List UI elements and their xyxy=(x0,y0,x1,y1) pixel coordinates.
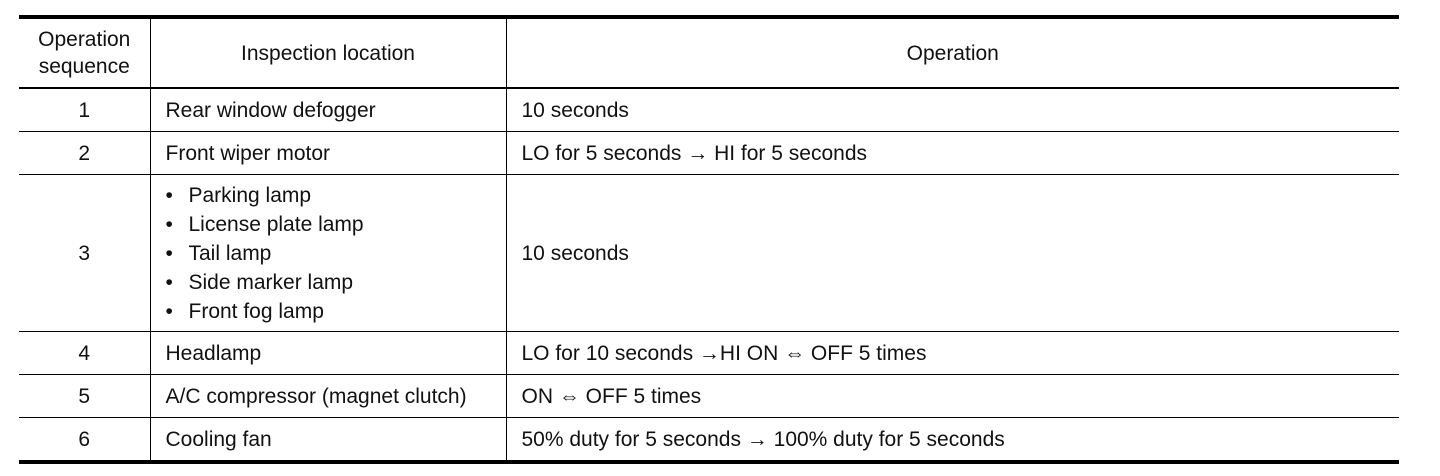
location-cell: Front wiper motor xyxy=(150,132,506,175)
list-item-label: Parking lamp xyxy=(188,183,312,207)
table-header-row xyxy=(19,17,1399,88)
list-item-label: Front fog lamp xyxy=(188,299,324,323)
bullet-icon: • xyxy=(165,270,173,294)
bullet-icon: • xyxy=(165,241,173,265)
table-row xyxy=(19,175,1399,332)
header-operation xyxy=(506,17,1399,88)
operation-cell: 10 seconds xyxy=(506,88,1399,132)
operation-cell: LO for 5 seconds → HI for 5 seconds xyxy=(506,132,1399,175)
inspection-sequence-table xyxy=(19,15,1399,464)
location-cell xyxy=(150,175,506,332)
header-operation-text: Operation xyxy=(906,41,999,65)
sequence-cell: 3 xyxy=(19,175,150,332)
sequence-cell: 4 xyxy=(19,332,150,375)
location-cell: Headlamp xyxy=(150,332,506,375)
table-row xyxy=(19,375,1399,418)
bullet-icon: • xyxy=(165,183,173,207)
operation-cell: LO for 10 seconds →HI ON ⇔ OFF 5 times xyxy=(506,332,1399,375)
header-operation-sequence xyxy=(19,17,150,88)
list-item-label: License plate lamp xyxy=(188,212,364,236)
list-item xyxy=(166,239,491,268)
list-item xyxy=(166,181,491,210)
sequence-cell: 5 xyxy=(19,375,150,418)
bullet-icon: • xyxy=(165,299,173,323)
bullet-icon: • xyxy=(165,212,173,236)
list-item xyxy=(166,210,491,239)
header-inspection-location-text: Inspection location xyxy=(241,41,415,65)
list-item xyxy=(166,297,491,326)
table-row xyxy=(19,132,1399,175)
list-item-label: Side marker lamp xyxy=(188,270,354,294)
operation-cell: 10 seconds xyxy=(506,175,1399,332)
operation-cell: ON ⇔ OFF 5 times xyxy=(506,375,1399,418)
lamp-list xyxy=(166,181,491,326)
operation-cell: 50% duty for 5 seconds → 100% duty for 5 seconds xyxy=(506,418,1399,463)
table-row xyxy=(19,418,1399,463)
location-cell: A/C compressor (magnet clutch) xyxy=(150,375,506,418)
list-item-label: Tail lamp xyxy=(188,241,272,265)
header-inspection-location xyxy=(150,17,506,88)
header-operation-sequence-text: Operation sequence xyxy=(38,28,131,78)
location-cell: Cooling fan xyxy=(150,418,506,463)
list-item xyxy=(166,268,491,297)
table-row xyxy=(19,88,1399,132)
location-cell: Rear window defogger xyxy=(150,88,506,132)
table-row xyxy=(19,332,1399,375)
sequence-cell: 2 xyxy=(19,132,150,175)
sequence-cell: 1 xyxy=(78,98,91,122)
sequence-cell: 6 xyxy=(19,418,150,463)
